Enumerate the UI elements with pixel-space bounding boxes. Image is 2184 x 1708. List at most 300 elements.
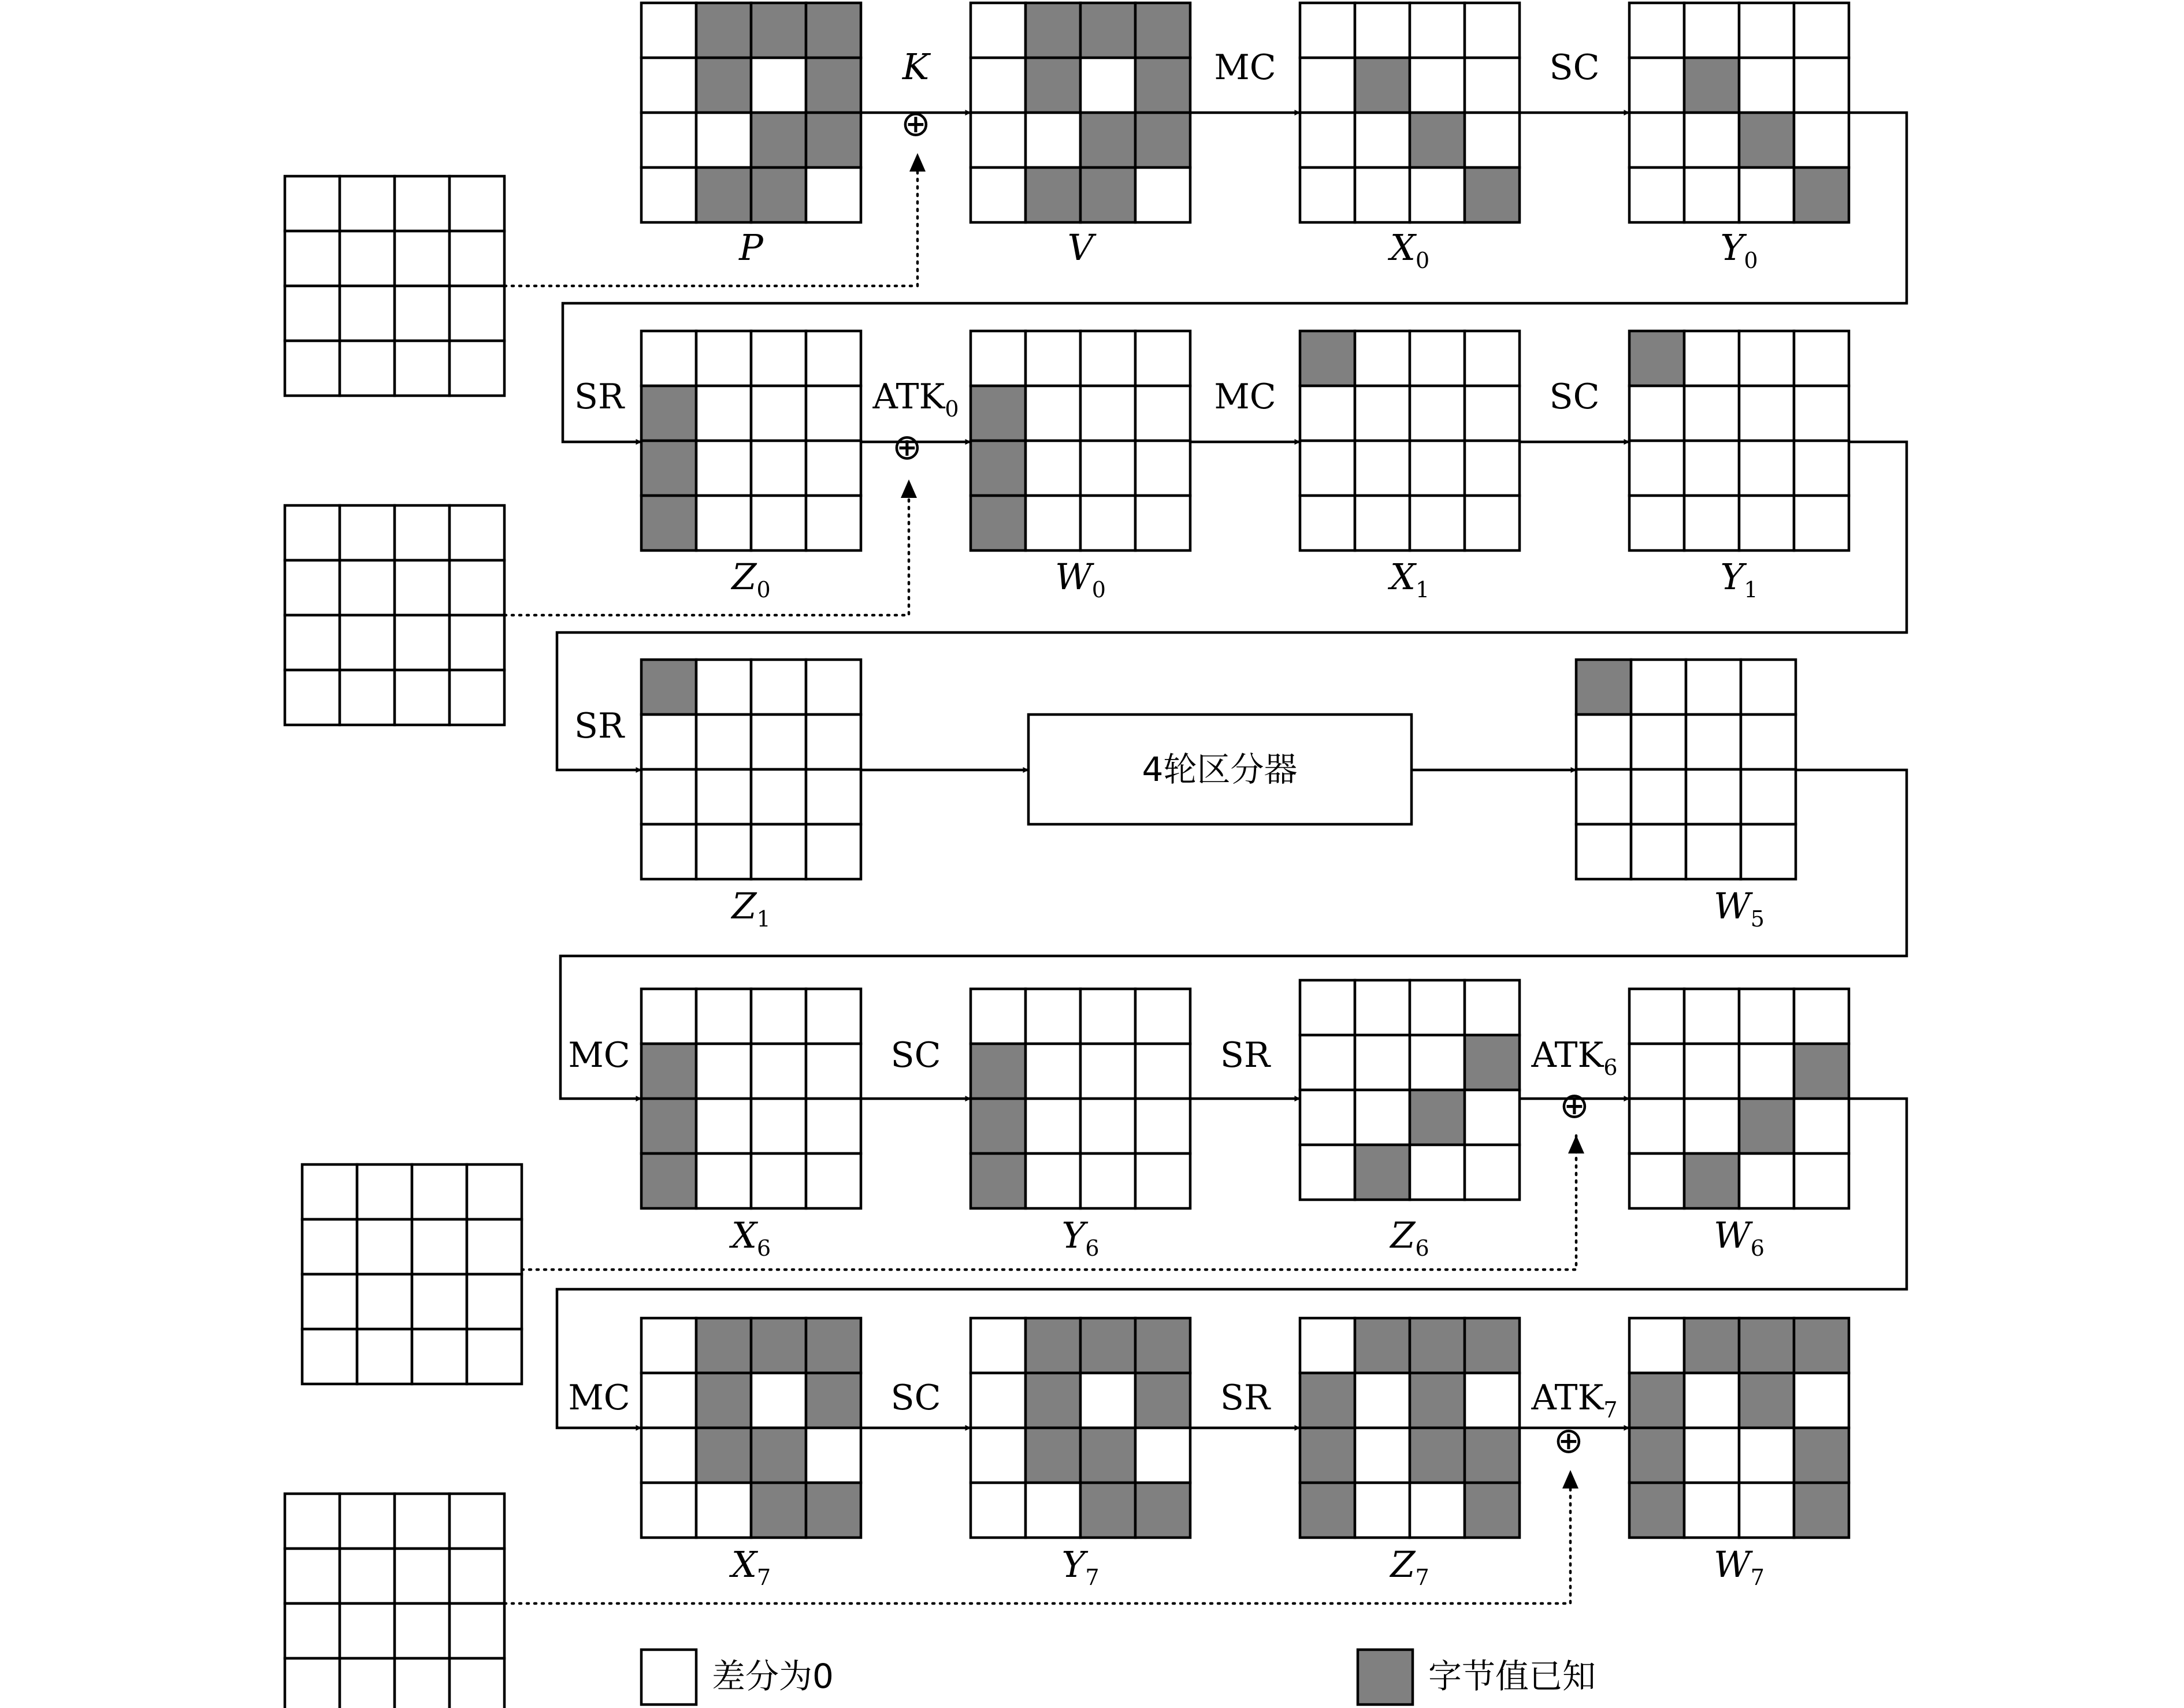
cell-zero — [1794, 386, 1849, 441]
cell-zero — [1300, 3, 1355, 58]
cell-zero — [450, 231, 504, 286]
cell-zero — [450, 341, 504, 396]
cell-zero — [641, 989, 696, 1044]
cell-zero — [1741, 715, 1796, 769]
cell-zero — [1684, 441, 1739, 496]
cell-zero — [751, 386, 806, 441]
cell-known — [1080, 168, 1135, 222]
cell-zero — [641, 769, 696, 824]
cell-zero — [1465, 1145, 1520, 1200]
cell-zero — [412, 1164, 467, 1219]
cell-zero — [285, 505, 340, 560]
cell-zero — [806, 386, 861, 441]
cell-known — [1465, 168, 1520, 222]
state-label-X7: $X_7$ — [731, 1543, 771, 1590]
cell-known — [806, 113, 861, 168]
cell-zero — [285, 231, 340, 286]
cell-zero — [696, 989, 751, 1044]
cell-zero — [1026, 441, 1080, 496]
cell-zero — [1684, 113, 1739, 168]
op-label-sc7: SC — [890, 1378, 941, 1418]
cell-zero — [302, 1219, 357, 1274]
cell-zero — [751, 331, 806, 386]
cell-zero — [340, 341, 395, 396]
cell-zero — [395, 615, 450, 670]
cell-zero — [1080, 989, 1135, 1044]
cell-known — [1739, 1318, 1794, 1373]
cell-zero — [1135, 1153, 1190, 1208]
cell-known — [696, 1428, 751, 1483]
cell-zero — [641, 3, 696, 58]
cell-zero — [467, 1329, 522, 1384]
cell-zero — [641, 824, 696, 879]
cell-known — [1026, 1318, 1080, 1373]
cell-zero — [751, 441, 806, 496]
state-label-Z7: $Z_7$ — [1390, 1543, 1429, 1590]
cell-zero — [696, 1044, 751, 1099]
cell-zero — [751, 1373, 806, 1428]
cell-known — [971, 1099, 1026, 1153]
cell-zero — [450, 176, 504, 231]
cell-zero — [467, 1219, 522, 1274]
op-label-sc0: SC — [1549, 47, 1600, 88]
cell-zero — [1684, 386, 1739, 441]
cell-known — [1684, 58, 1739, 113]
cell-zero — [1410, 1035, 1465, 1090]
cell-zero — [450, 670, 504, 725]
cell-zero — [1629, 989, 1684, 1044]
cell-zero — [1135, 168, 1190, 222]
cell-zero — [1080, 386, 1135, 441]
cell-known — [1739, 1373, 1794, 1428]
cell-zero — [751, 1099, 806, 1153]
cell-zero — [412, 1219, 467, 1274]
cell-known — [1684, 1153, 1739, 1208]
cell-known — [1629, 1428, 1684, 1483]
cell-zero — [1355, 1090, 1410, 1145]
cell-zero — [1300, 113, 1355, 168]
cell-zero — [1135, 331, 1190, 386]
state-label-P: P — [739, 226, 763, 269]
state-label-X6: $X_6$ — [731, 1214, 771, 1261]
cell-zero — [1794, 441, 1849, 496]
cell-known — [1300, 1483, 1355, 1538]
legend-swatch-known — [1358, 1650, 1413, 1705]
cell-zero — [1684, 496, 1739, 550]
cell-zero — [1739, 3, 1794, 58]
cell-known — [1684, 1318, 1739, 1373]
cell-zero — [1300, 1318, 1355, 1373]
state-label-W6: $W_6$ — [1714, 1214, 1765, 1261]
key-path-atk0-head — [901, 479, 917, 498]
cell-zero — [696, 769, 751, 824]
cell-zero — [467, 1274, 522, 1329]
cell-zero — [1026, 1044, 1080, 1099]
cell-known — [1739, 113, 1794, 168]
cell-known — [1026, 168, 1080, 222]
cell-zero — [450, 1603, 504, 1658]
cell-zero — [340, 176, 395, 231]
cell-known — [1026, 3, 1080, 58]
cell-zero — [1355, 496, 1410, 550]
cell-zero — [1410, 496, 1465, 550]
cell-zero — [751, 824, 806, 879]
cell-zero — [1686, 715, 1741, 769]
cell-zero — [1135, 386, 1190, 441]
cell-zero — [450, 1658, 504, 1708]
cell-zero — [696, 1153, 751, 1208]
op-label-atk0: $ATK_0$ — [872, 377, 959, 422]
cell-known — [1135, 1483, 1190, 1538]
state-K0 — [285, 176, 504, 396]
state-label-Y0: $Y_0$ — [1720, 226, 1758, 273]
cell-zero — [806, 496, 861, 550]
cell-zero — [1135, 1099, 1190, 1153]
cell-zero — [1026, 113, 1080, 168]
cell-zero — [1629, 113, 1684, 168]
cell-zero — [806, 1099, 861, 1153]
cell-zero — [1355, 386, 1410, 441]
state-X1 — [1300, 331, 1520, 550]
cell-zero — [1629, 1153, 1684, 1208]
cell-zero — [1684, 168, 1739, 222]
cell-zero — [340, 286, 395, 341]
cell-zero — [1410, 331, 1465, 386]
cell-zero — [285, 1658, 340, 1708]
op-label-sr0: SR — [574, 377, 625, 417]
cell-zero — [285, 1549, 340, 1603]
state-label-X0: $X_0$ — [1390, 226, 1430, 273]
cell-zero — [1135, 441, 1190, 496]
cell-known — [1465, 1428, 1520, 1483]
cell-zero — [1739, 331, 1794, 386]
cell-zero — [340, 505, 395, 560]
legend-label-known: 字节值已知 — [1428, 1657, 1596, 1696]
cell-known — [641, 386, 696, 441]
state-Y6 — [971, 989, 1190, 1208]
op-label-atk7: $ATK_7$ — [1531, 1378, 1618, 1423]
cell-zero — [1026, 386, 1080, 441]
cell-zero — [357, 1329, 412, 1384]
cell-zero — [285, 341, 340, 396]
cell-zero — [971, 3, 1026, 58]
cell-known — [1080, 1483, 1135, 1538]
cell-zero — [1355, 1035, 1410, 1090]
cell-zero — [1080, 1044, 1135, 1099]
cell-zero — [1410, 441, 1465, 496]
cell-zero — [450, 1549, 504, 1603]
cell-zero — [1080, 441, 1135, 496]
op-label-sr6: SR — [1220, 1035, 1271, 1076]
cell-zero — [1741, 769, 1796, 824]
xor-symbol-atk0: ⊕ — [892, 426, 922, 468]
cell-zero — [971, 1373, 1026, 1428]
cell-zero — [395, 1549, 450, 1603]
cell-zero — [395, 505, 450, 560]
cell-known — [751, 1428, 806, 1483]
cell-zero — [1465, 441, 1520, 496]
cell-zero — [696, 113, 751, 168]
cell-known — [1465, 1035, 1520, 1090]
cell-zero — [641, 715, 696, 769]
state-label-Z1: $Z_1$ — [731, 885, 771, 932]
cell-zero — [696, 1483, 751, 1538]
cell-known — [1026, 1428, 1080, 1483]
cell-zero — [751, 1153, 806, 1208]
cell-zero — [285, 615, 340, 670]
cell-zero — [1684, 989, 1739, 1044]
cell-known — [751, 3, 806, 58]
cell-zero — [285, 670, 340, 725]
cell-zero — [806, 1428, 861, 1483]
cell-known — [641, 1153, 696, 1208]
state-Z7 — [1300, 1318, 1520, 1538]
cell-known — [751, 168, 806, 222]
op-label-sc1: SC — [1549, 377, 1600, 417]
state-label-Z0: $Z_0$ — [731, 556, 771, 602]
cell-known — [751, 1483, 806, 1538]
cell-zero — [1576, 715, 1631, 769]
key-path-atk7-head — [1562, 1470, 1578, 1489]
cell-zero — [395, 1658, 450, 1708]
cell-zero — [1080, 331, 1135, 386]
cell-zero — [285, 1494, 340, 1549]
cell-zero — [696, 331, 751, 386]
cell-zero — [696, 496, 751, 550]
cell-zero — [1355, 113, 1410, 168]
cell-known — [1410, 113, 1465, 168]
cell-known — [1794, 1428, 1849, 1483]
cell-known — [641, 660, 696, 715]
cell-known — [1300, 1373, 1355, 1428]
cell-zero — [1629, 1099, 1684, 1153]
cell-known — [1355, 1318, 1410, 1373]
cell-zero — [1410, 168, 1465, 222]
cell-zero — [1355, 331, 1410, 386]
cell-zero — [1686, 769, 1741, 824]
cell-zero — [412, 1329, 467, 1384]
cell-known — [1794, 1044, 1849, 1099]
cell-zero — [1739, 496, 1794, 550]
state-Z6 — [1300, 980, 1520, 1200]
cell-known — [1410, 1373, 1465, 1428]
cell-zero — [1135, 989, 1190, 1044]
cell-zero — [1794, 1153, 1849, 1208]
cell-zero — [1629, 1044, 1684, 1099]
cell-zero — [1684, 1044, 1739, 1099]
cell-zero — [806, 1153, 861, 1208]
cell-zero — [395, 1603, 450, 1658]
cell-zero — [1300, 386, 1355, 441]
cell-known — [1576, 660, 1631, 715]
op-label-mc0: MC — [1214, 47, 1276, 88]
state-V — [971, 3, 1190, 222]
cell-zero — [1794, 58, 1849, 113]
cell-zero — [971, 331, 1026, 386]
cell-zero — [1739, 386, 1794, 441]
cell-zero — [1684, 3, 1739, 58]
cell-known — [1465, 1318, 1520, 1373]
cell-zero — [641, 58, 696, 113]
state-X7 — [641, 1318, 861, 1538]
cell-known — [1135, 58, 1190, 113]
cell-zero — [806, 331, 861, 386]
cell-zero — [1355, 168, 1410, 222]
cell-zero — [395, 1494, 450, 1549]
cell-zero — [1631, 769, 1686, 824]
cell-known — [1794, 1318, 1849, 1373]
cell-zero — [1739, 168, 1794, 222]
cell-known — [806, 1373, 861, 1428]
cell-zero — [641, 1373, 696, 1428]
cell-zero — [340, 560, 395, 615]
cell-zero — [1686, 824, 1741, 879]
state-label-Y6: $Y_6$ — [1061, 1214, 1100, 1261]
cell-zero — [1465, 331, 1520, 386]
cell-zero — [1355, 1373, 1410, 1428]
cell-zero — [1739, 1044, 1794, 1099]
cell-known — [641, 496, 696, 550]
state-label-V: V — [1067, 226, 1094, 269]
cell-zero — [1629, 441, 1684, 496]
cell-zero — [1631, 715, 1686, 769]
cell-zero — [1684, 1428, 1739, 1483]
cell-known — [971, 1153, 1026, 1208]
cell-zero — [971, 1318, 1026, 1373]
cell-zero — [641, 1428, 696, 1483]
cell-zero — [1026, 989, 1080, 1044]
cell-zero — [806, 715, 861, 769]
cell-zero — [971, 168, 1026, 222]
cell-known — [1629, 1483, 1684, 1538]
distinguisher-label: 4轮区分器 — [1142, 750, 1298, 789]
cell-zero — [1794, 331, 1849, 386]
cell-known — [1794, 1483, 1849, 1538]
cell-zero — [696, 660, 751, 715]
cell-zero — [1794, 1373, 1849, 1428]
cell-zero — [971, 1483, 1026, 1538]
cell-zero — [1300, 168, 1355, 222]
state-K1 — [285, 505, 504, 725]
cell-known — [1410, 1318, 1465, 1373]
cell-known — [1080, 1428, 1135, 1483]
cell-zero — [806, 660, 861, 715]
key-path-atk6-head — [1568, 1135, 1584, 1153]
op-label-mc7: MC — [568, 1378, 630, 1418]
cell-zero — [302, 1274, 357, 1329]
cell-known — [696, 168, 751, 222]
cell-zero — [696, 441, 751, 496]
cell-zero — [1629, 58, 1684, 113]
state-W6 — [1629, 989, 1849, 1208]
cell-zero — [1355, 3, 1410, 58]
cell-zero — [285, 1603, 340, 1658]
cell-known — [696, 1373, 751, 1428]
state-label-W5: $W_5$ — [1714, 885, 1765, 932]
state-label-Z6: $Z_6$ — [1390, 1214, 1429, 1261]
cell-zero — [806, 168, 861, 222]
cell-zero — [751, 769, 806, 824]
state-W0 — [971, 331, 1190, 550]
cell-zero — [1355, 1428, 1410, 1483]
cell-zero — [806, 989, 861, 1044]
cell-zero — [1739, 58, 1794, 113]
cell-zero — [1465, 113, 1520, 168]
cell-zero — [1794, 496, 1849, 550]
cell-zero — [1465, 3, 1520, 58]
cell-zero — [1465, 1090, 1520, 1145]
state-W7 — [1629, 1318, 1849, 1538]
cell-zero — [971, 989, 1026, 1044]
cell-zero — [340, 1494, 395, 1549]
state-X6 — [641, 989, 861, 1208]
cell-known — [751, 1318, 806, 1373]
op-label-sc6: SC — [890, 1035, 941, 1076]
cell-zero — [1631, 660, 1686, 715]
cell-known — [806, 58, 861, 113]
cell-known — [971, 441, 1026, 496]
cell-zero — [1465, 496, 1520, 550]
cell-zero — [641, 331, 696, 386]
cell-zero — [696, 824, 751, 879]
cell-zero — [395, 176, 450, 231]
cell-known — [1080, 1318, 1135, 1373]
cell-known — [1300, 331, 1355, 386]
cell-zero — [1355, 1483, 1410, 1538]
cell-zero — [1629, 386, 1684, 441]
cell-zero — [1629, 3, 1684, 58]
state-Z0 — [641, 331, 861, 550]
cell-zero — [751, 58, 806, 113]
state-X0 — [1300, 3, 1520, 222]
key-path-k-head — [909, 153, 926, 172]
cell-zero — [1355, 441, 1410, 496]
state-Y7 — [971, 1318, 1190, 1538]
cell-zero — [971, 58, 1026, 113]
cell-zero — [1080, 1099, 1135, 1153]
state-label-X1: $X_1$ — [1390, 556, 1430, 602]
cell-zero — [1410, 3, 1465, 58]
cell-zero — [1026, 1099, 1080, 1153]
cell-zero — [357, 1219, 412, 1274]
cell-known — [751, 113, 806, 168]
cell-zero — [806, 441, 861, 496]
cell-zero — [1080, 1153, 1135, 1208]
cell-known — [641, 441, 696, 496]
cell-known — [1794, 168, 1849, 222]
cell-zero — [1629, 496, 1684, 550]
cell-zero — [1465, 386, 1520, 441]
cell-zero — [1300, 1090, 1355, 1145]
cell-zero — [395, 231, 450, 286]
cell-zero — [285, 286, 340, 341]
cell-zero — [1684, 1099, 1739, 1153]
cell-zero — [395, 670, 450, 725]
cell-zero — [1300, 1145, 1355, 1200]
cell-known — [1026, 1373, 1080, 1428]
cell-zero — [1300, 496, 1355, 550]
cell-zero — [467, 1164, 522, 1219]
xor-symbol-k: ⊕ — [901, 102, 931, 144]
cell-zero — [1684, 331, 1739, 386]
cell-zero — [641, 168, 696, 222]
cell-known — [1135, 1373, 1190, 1428]
cell-zero — [340, 670, 395, 725]
cell-zero — [450, 615, 504, 670]
cell-zero — [1631, 824, 1686, 879]
cell-known — [1135, 1318, 1190, 1373]
cell-zero — [1300, 1035, 1355, 1090]
